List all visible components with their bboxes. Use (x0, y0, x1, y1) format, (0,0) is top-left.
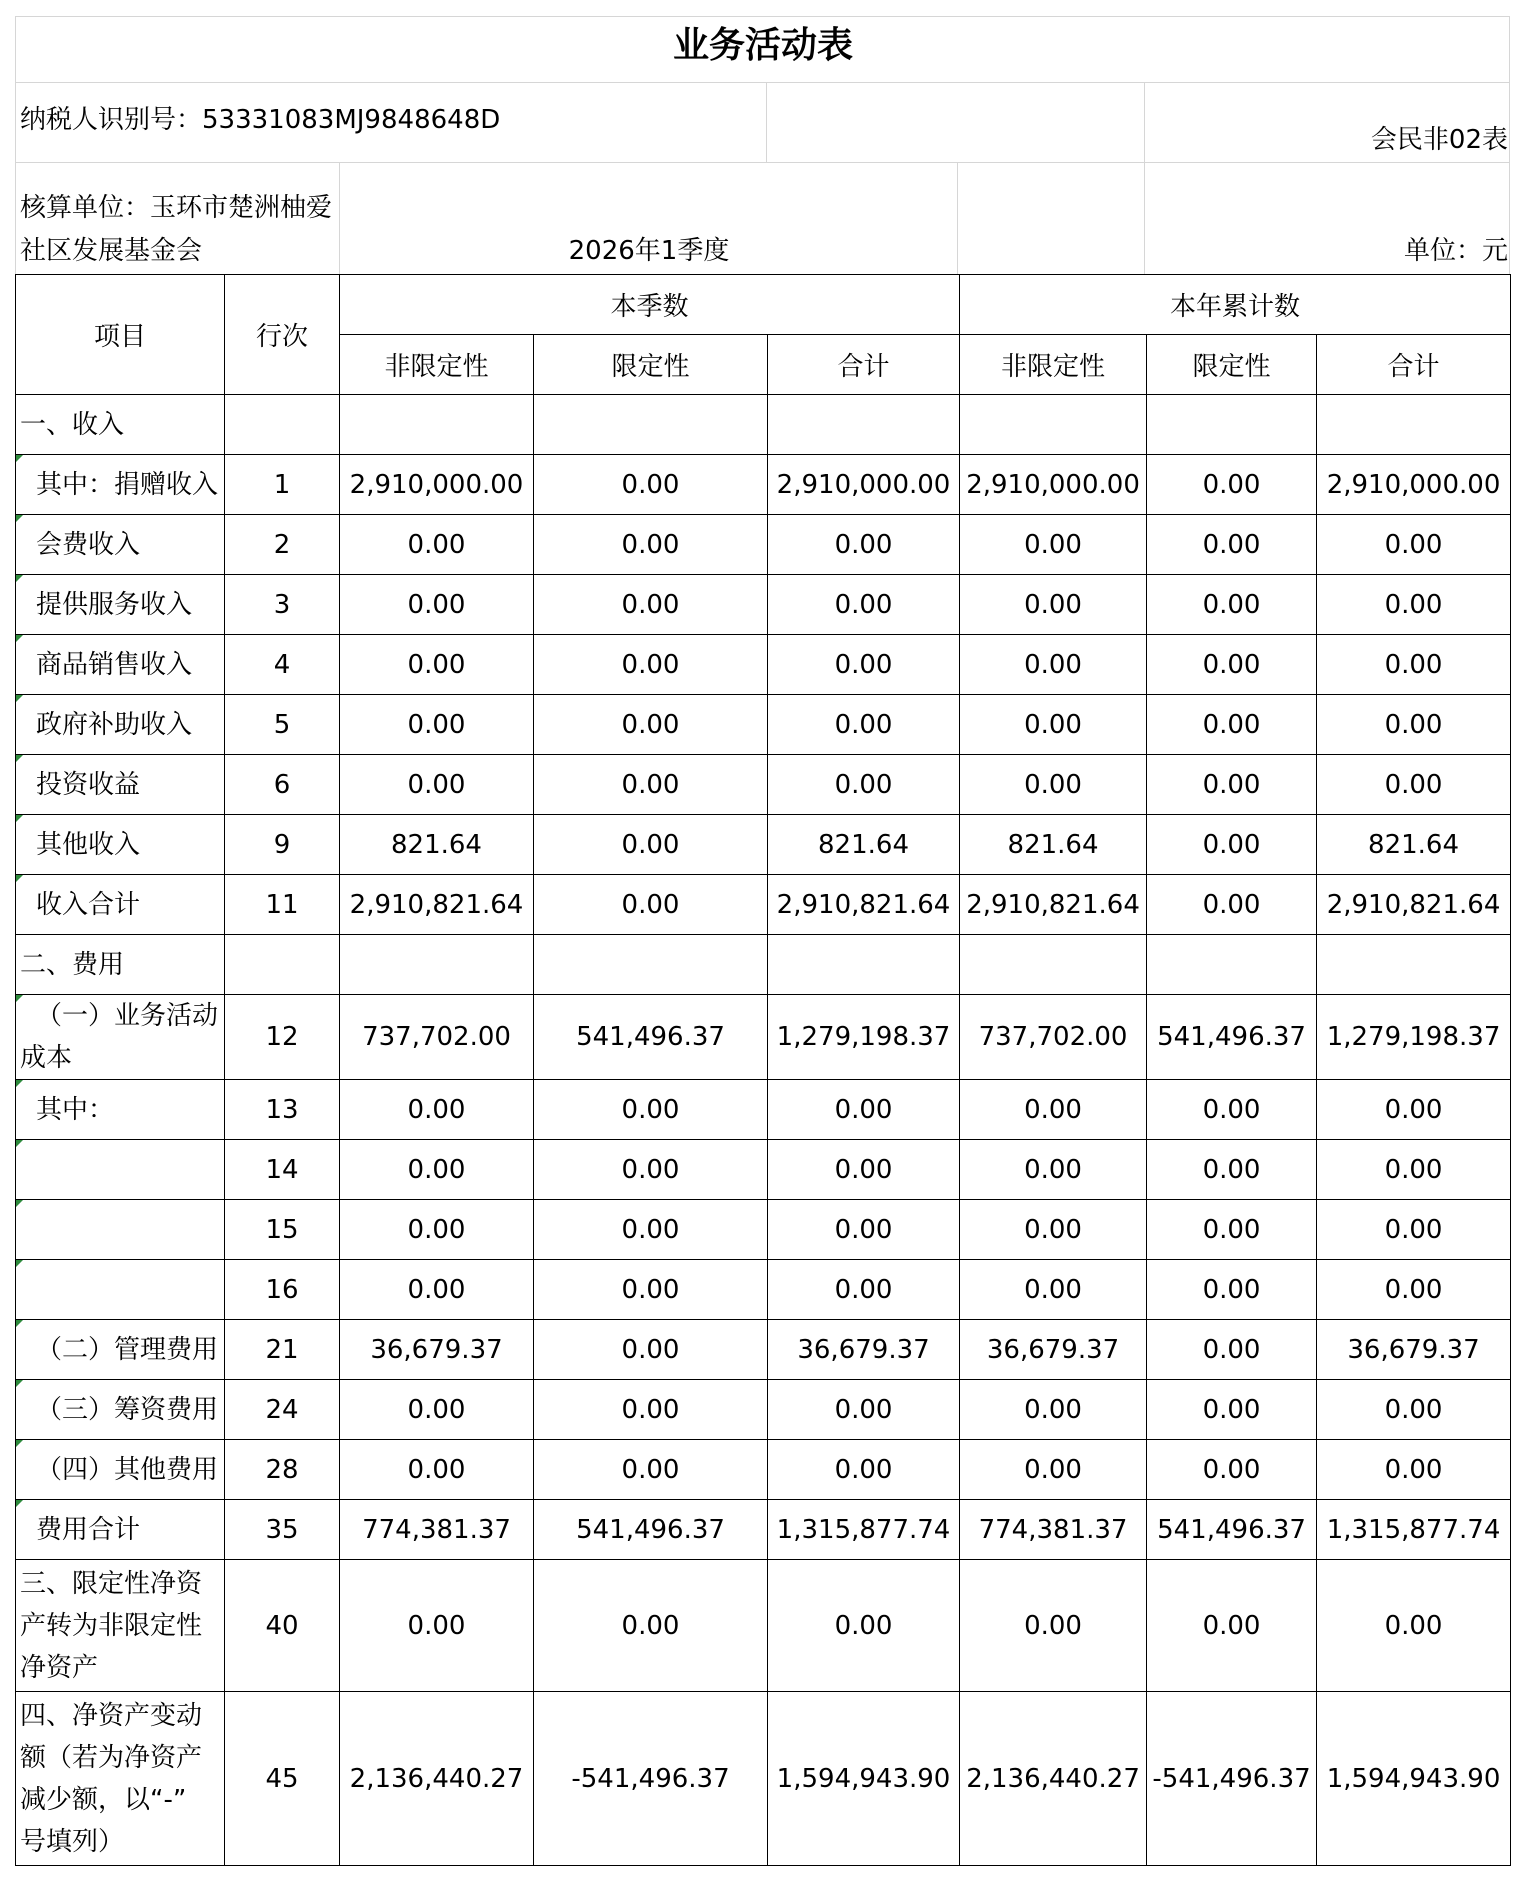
row-value-cell: 821.64 (340, 815, 534, 875)
accounting-unit-line1: 核算单位：玉环市楚洲柚爱 (20, 193, 333, 223)
table-row (16, 1320, 1511, 1380)
row-value-cell: 2,910,821.64 (960, 875, 1147, 935)
col-header-this-quarter: 本季数 (340, 275, 960, 335)
row-line-no: 5 (225, 695, 340, 755)
row-value-cell: 0.00 (1147, 575, 1317, 635)
row-value-cell (534, 935, 768, 995)
row-line-no: 14 (225, 1140, 340, 1200)
row-value-cell: 0.00 (1317, 1440, 1511, 1500)
row-value-cell: 1,594,943.90 (768, 1692, 960, 1866)
row-value-cell: -541,496.37 (534, 1692, 768, 1866)
row-value-cell: 0.00 (1317, 1560, 1511, 1692)
row-item-label (16, 935, 225, 995)
row-value-cell: 0.00 (340, 1560, 534, 1692)
row-value-cell: 0.00 (340, 1440, 534, 1500)
row-value-cell: 0.00 (1147, 875, 1317, 935)
row-line-no: 28 (225, 1440, 340, 1500)
row-item-label (16, 575, 225, 635)
row-value-cell: 0.00 (768, 1440, 960, 1500)
row-value-cell: 0.00 (960, 635, 1147, 695)
row-value-cell: 0.00 (960, 695, 1147, 755)
row-value-cell: 0.00 (768, 635, 960, 695)
row-value-cell: 0.00 (960, 1140, 1147, 1200)
table-row (16, 755, 1511, 815)
row-line-no: 3 (225, 575, 340, 635)
col-header-q-total: 合计 (768, 335, 960, 395)
accounting-unit-line2: 社区发展基金会 (20, 236, 203, 266)
activity-statement-table (15, 274, 1511, 1866)
table-row (16, 455, 1511, 515)
row-item-text: 净资产 (20, 1652, 99, 1683)
row-value-cell: 737,702.00 (960, 995, 1147, 1080)
row-value-cell: 0.00 (534, 755, 768, 815)
row-value-cell (768, 395, 960, 455)
row-value-cell: 0.00 (1147, 695, 1317, 755)
row-line-no: 12 (225, 995, 340, 1080)
row-value-cell: 0.00 (1147, 815, 1317, 875)
row-value-cell: 0.00 (1317, 1140, 1511, 1200)
row-item-label (16, 635, 225, 695)
row-value-cell: 0.00 (340, 695, 534, 755)
row-item-label (16, 1260, 225, 1320)
row-value-cell: 1,279,198.37 (768, 995, 960, 1080)
row-value-cell: 0.00 (960, 515, 1147, 575)
row-value-cell: 0.00 (1317, 695, 1511, 755)
row-value-cell: 0.00 (534, 1380, 768, 1440)
table-row (16, 875, 1511, 935)
col-header-item: 项目 (16, 275, 225, 395)
row-value-cell: 0.00 (1317, 635, 1511, 695)
gridline (15, 162, 1510, 163)
table-row (16, 515, 1511, 575)
row-item-text: 其中：捐赠收入 (36, 469, 219, 500)
table-row (16, 1440, 1511, 1500)
row-value-cell: 0.00 (534, 1320, 768, 1380)
row-value-cell: 541,496.37 (1147, 1500, 1317, 1560)
col-header-y-unrestricted: 非限定性 (960, 335, 1147, 395)
row-line-no: 35 (225, 1500, 340, 1560)
table-row (16, 815, 1511, 875)
row-value-cell: 541,496.37 (534, 995, 768, 1080)
row-value-cell: 0.00 (768, 1260, 960, 1320)
row-value-cell: 737,702.00 (340, 995, 534, 1080)
row-value-cell: 2,910,000.00 (1317, 455, 1511, 515)
row-value-cell (1317, 935, 1511, 995)
row-line-no: 15 (225, 1200, 340, 1260)
row-value-cell (1147, 935, 1317, 995)
row-value-cell: 0.00 (534, 875, 768, 935)
row-item-text: 费用合计 (36, 1514, 141, 1545)
row-item-text: 三、限定性净资 (20, 1568, 203, 1599)
row-value-cell: 541,496.37 (534, 1500, 768, 1560)
row-value-cell: 821.64 (768, 815, 960, 875)
row-item-label (16, 1200, 225, 1260)
form-code: 会民非02表 (1370, 125, 1508, 155)
row-value-cell: 36,679.37 (768, 1320, 960, 1380)
row-value-cell: 0.00 (534, 1140, 768, 1200)
table-row (16, 635, 1511, 695)
row-value-cell: 0.00 (1147, 1080, 1317, 1140)
row-item-text: 政府补助收入 (36, 709, 193, 740)
row-value-cell: 0.00 (534, 455, 768, 515)
row-item-text: 投资收益 (36, 769, 141, 800)
row-value-cell: 2,910,000.00 (340, 455, 534, 515)
row-item-text: 其中： (36, 1094, 115, 1125)
row-value-cell: 821.64 (960, 815, 1147, 875)
report-title: 业务活动表 (672, 25, 853, 66)
row-item-text: 会费收入 (36, 529, 141, 560)
row-item-label (16, 1380, 225, 1440)
row-line-no: 4 (225, 635, 340, 695)
row-line-no: 13 (225, 1080, 340, 1140)
table-row (16, 995, 1511, 1080)
row-value-cell: 0.00 (1317, 1200, 1511, 1260)
row-line-no: 40 (225, 1560, 340, 1692)
row-value-cell: 774,381.37 (960, 1500, 1147, 1560)
row-value-cell: 0.00 (534, 1260, 768, 1320)
row-value-cell: 0.00 (960, 1200, 1147, 1260)
row-item-text: （二）管理费用 (36, 1334, 219, 1365)
row-item-text: （一）业务活动 (36, 1001, 219, 1031)
table-row (16, 1500, 1511, 1560)
row-value-cell: 0.00 (768, 1080, 960, 1140)
row-value-cell (768, 935, 960, 995)
row-item-label (16, 1440, 225, 1500)
row-value-cell: 0.00 (960, 575, 1147, 635)
row-value-cell: 0.00 (1147, 455, 1317, 515)
row-line-no: 1 (225, 455, 340, 515)
row-value-cell: 0.00 (340, 1200, 534, 1260)
row-value-cell: 0.00 (534, 695, 768, 755)
row-item-text: 其他收入 (36, 829, 141, 860)
row-line-no: 16 (225, 1260, 340, 1320)
row-item-label (16, 1560, 225, 1692)
col-header-y-restricted: 限定性 (1147, 335, 1317, 395)
row-value-cell: 0.00 (534, 575, 768, 635)
row-value-cell: 0.00 (534, 1440, 768, 1500)
row-item-label (16, 1320, 225, 1380)
row-value-cell: 0.00 (340, 1260, 534, 1320)
col-header-q-unrestricted: 非限定性 (340, 335, 534, 395)
table-row (16, 1560, 1511, 1692)
table-row (16, 695, 1511, 755)
row-value-cell: 1,315,877.74 (1317, 1500, 1511, 1560)
row-item-label (16, 1080, 225, 1140)
row-line-no: 45 (225, 1692, 340, 1866)
row-value-cell: 2,910,000.00 (768, 455, 960, 515)
row-value-cell: 0.00 (1147, 515, 1317, 575)
row-item-text: 商品销售收入 (36, 649, 193, 680)
table-row (16, 1080, 1511, 1140)
row-value-cell: 2,910,821.64 (340, 875, 534, 935)
row-value-cell: 0.00 (960, 1260, 1147, 1320)
row-item-text: 提供服务收入 (36, 589, 193, 620)
row-item-text: 额（若为净资产 (20, 1742, 203, 1773)
row-value-cell (960, 935, 1147, 995)
row-value-cell: 36,679.37 (1317, 1320, 1511, 1380)
row-value-cell: 0.00 (768, 1200, 960, 1260)
row-value-cell: 0.00 (768, 695, 960, 755)
row-value-cell: 2,910,000.00 (960, 455, 1147, 515)
table-row (16, 935, 1511, 995)
row-value-cell (340, 395, 534, 455)
row-item-label (16, 815, 225, 875)
row-value-cell: 1,594,943.90 (1317, 1692, 1511, 1866)
row-value-cell: 2,910,821.64 (768, 875, 960, 935)
row-item-label (16, 875, 225, 935)
table-row (16, 575, 1511, 635)
row-value-cell: 0.00 (1147, 1440, 1317, 1500)
row-value-cell: 0.00 (1147, 755, 1317, 815)
row-value-cell: 0.00 (768, 1380, 960, 1440)
row-item-text: 一、收入 (20, 409, 125, 440)
row-value-cell: 0.00 (1317, 1260, 1511, 1320)
gridline (15, 82, 1510, 83)
row-line-no: 24 (225, 1380, 340, 1440)
row-value-cell: 541,496.37 (1147, 995, 1317, 1080)
row-value-cell: 0.00 (340, 1080, 534, 1140)
row-item-label (16, 395, 225, 455)
row-item-text: 收入合计 (36, 889, 141, 920)
row-item-text: 产转为非限定性 (20, 1610, 203, 1641)
row-value-cell: 0.00 (340, 1380, 534, 1440)
row-value-cell: 1,315,877.74 (768, 1500, 960, 1560)
row-value-cell: 0.00 (1147, 635, 1317, 695)
row-value-cell: 0.00 (340, 1140, 534, 1200)
row-value-cell: 0.00 (534, 1560, 768, 1692)
row-value-cell: 0.00 (534, 515, 768, 575)
row-value-cell: 36,679.37 (960, 1320, 1147, 1380)
gridline (1144, 82, 1145, 274)
report-period: 2026年1季度 (568, 236, 730, 266)
row-item-text: 二、费用 (20, 949, 125, 980)
row-value-cell: 0.00 (1317, 755, 1511, 815)
row-value-cell: 0.00 (768, 1140, 960, 1200)
row-value-cell: 0.00 (1317, 1080, 1511, 1140)
table-row (16, 395, 1511, 455)
row-value-cell: 0.00 (534, 815, 768, 875)
row-value-cell: 821.64 (1317, 815, 1511, 875)
table-row (16, 1200, 1511, 1260)
row-value-cell: 0.00 (768, 515, 960, 575)
row-value-cell: 36,679.37 (340, 1320, 534, 1380)
row-value-cell: 2,136,440.27 (340, 1692, 534, 1866)
row-value-cell: -541,496.37 (1147, 1692, 1317, 1866)
row-value-cell (534, 395, 768, 455)
row-item-label (16, 455, 225, 515)
row-value-cell: 0.00 (960, 1380, 1147, 1440)
taxpayer-id: 纳税人识别号：53331083MJ9848648D (20, 105, 501, 135)
row-item-label (16, 1140, 225, 1200)
row-value-cell: 0.00 (960, 1080, 1147, 1140)
row-value-cell: 0.00 (1317, 515, 1511, 575)
row-value-cell: 0.00 (340, 575, 534, 635)
row-item-label (16, 1500, 225, 1560)
col-header-q-restricted: 限定性 (534, 335, 768, 395)
row-item-text: 成本 (20, 1043, 73, 1073)
row-item-label (16, 755, 225, 815)
row-item-text: 四、净资产变动 (20, 1700, 203, 1731)
row-value-cell: 0.00 (960, 755, 1147, 815)
row-value-cell: 0.00 (1147, 1320, 1317, 1380)
row-value-cell: 0.00 (960, 1440, 1147, 1500)
row-value-cell: 0.00 (960, 1560, 1147, 1692)
row-value-cell: 1,279,198.37 (1317, 995, 1511, 1080)
row-value-cell: 0.00 (340, 635, 534, 695)
row-line-no: 21 (225, 1320, 340, 1380)
table-row (16, 1140, 1511, 1200)
row-value-cell: 774,381.37 (340, 1500, 534, 1560)
table-row (16, 1260, 1511, 1320)
gridline (15, 16, 1510, 17)
currency-unit: 单位：元 (1403, 236, 1508, 266)
row-value-cell: 0.00 (534, 1080, 768, 1140)
row-item-text: 减少额，以“-” (20, 1784, 187, 1815)
row-item-label (16, 515, 225, 575)
row-line-no (225, 935, 340, 995)
row-value-cell: 0.00 (340, 515, 534, 575)
row-item-text: （四）其他费用 (36, 1454, 219, 1485)
row-value-cell: 0.00 (534, 1200, 768, 1260)
row-line-no (225, 395, 340, 455)
row-value-cell (1317, 395, 1511, 455)
row-value-cell: 0.00 (1147, 1260, 1317, 1320)
gridline (766, 82, 767, 162)
row-value-cell: 0.00 (768, 1560, 960, 1692)
row-line-no: 9 (225, 815, 340, 875)
row-value-cell: 0.00 (768, 755, 960, 815)
row-value-cell: 0.00 (1147, 1380, 1317, 1440)
row-item-label (16, 995, 225, 1080)
row-value-cell: 0.00 (768, 575, 960, 635)
row-value-cell: 0.00 (1147, 1140, 1317, 1200)
row-value-cell (1147, 395, 1317, 455)
row-line-no: 6 (225, 755, 340, 815)
row-value-cell: 0.00 (1317, 575, 1511, 635)
row-value-cell (960, 395, 1147, 455)
table-row (16, 1380, 1511, 1440)
row-value-cell: 0.00 (1317, 1380, 1511, 1440)
row-value-cell: 2,910,821.64 (1317, 875, 1511, 935)
row-value-cell: 2,136,440.27 (960, 1692, 1147, 1866)
row-item-label (16, 695, 225, 755)
table-row (16, 1692, 1511, 1866)
row-item-label (16, 1692, 225, 1866)
row-value-cell: 0.00 (340, 755, 534, 815)
col-header-ytd: 本年累计数 (960, 275, 1511, 335)
row-item-text: （三）筹资费用 (36, 1394, 219, 1425)
col-header-line-no: 行次 (225, 275, 340, 395)
row-value-cell: 0.00 (534, 635, 768, 695)
row-line-no: 2 (225, 515, 340, 575)
row-item-text: 号填列） (20, 1826, 125, 1857)
row-value-cell (340, 935, 534, 995)
row-value-cell: 0.00 (1147, 1200, 1317, 1260)
row-value-cell: 0.00 (1147, 1560, 1317, 1692)
col-header-y-total: 合计 (1317, 335, 1511, 395)
row-line-no: 11 (225, 875, 340, 935)
